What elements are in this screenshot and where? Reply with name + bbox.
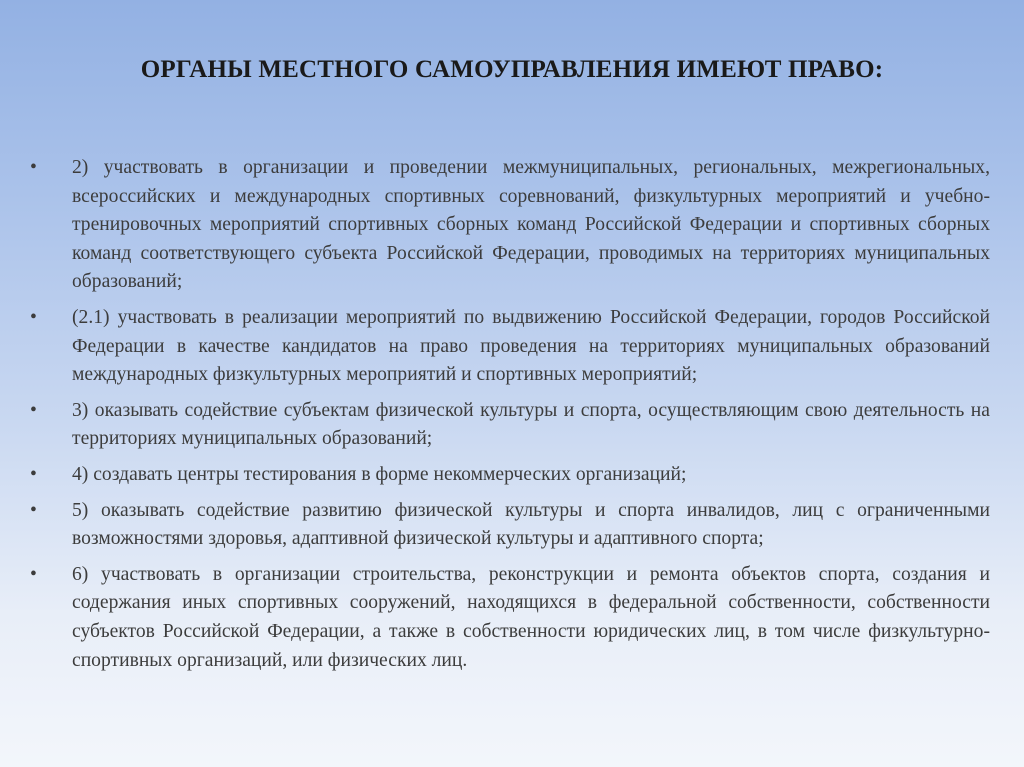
- slide-title: ОРГАНЫ МЕСТНОГО САМОУПРАВЛЕНИЯ ИМЕЮТ ПРАВО:: [140, 56, 884, 83]
- list-item-text: (2.1) участвовать в реализации мероприятий по выдвижению Российской Федерации, городов Российской Федерации в качестве кандидатов на право проведения на территориях муниципальных образований международных физкультурных мероприятий и спортивных мероприятий;: [72, 306, 990, 386]
- list-item: [30, 304, 990, 390]
- list-item: [30, 397, 990, 454]
- list-item-text: 4) создавать центры тестирования в форме некоммерческих организаций;: [72, 463, 687, 485]
- list-item: [30, 497, 990, 554]
- list-item-text: 3) оказывать содействие субъектам физической культуры и спорта, осуществляющим свою деятельность на территориях муниципальных образований;: [72, 399, 990, 450]
- bullet-icon: •: [30, 463, 37, 485]
- bullet-icon: •: [30, 399, 37, 421]
- bullet-icon: •: [30, 499, 37, 521]
- bullet-list: [30, 154, 990, 682]
- list-item: [30, 154, 990, 297]
- list-item-text: 6) участвовать в организации строительства, реконструкции и ремонта объектов спорта, создания и содержания иных спортивных сооружений, находящихся в федеральной собственности, собственности субъектов Российской Федерации, а также в собственности юридических лиц, в том числе физкультурно-спортивных организаций, или физических лиц.: [72, 563, 990, 671]
- list-item: [30, 461, 990, 490]
- bullet-icon: •: [30, 157, 37, 178]
- list-item: [30, 561, 990, 675]
- list-item-text: 2) участвовать в организации и проведении межмуниципальных, региональных, межрегиональных, всероссийских и международных спортивных соревнований, физкультурных мероприятий и учебно-тренировочных мероприятий спортивных сборных команд Российской Федерации и спортивных сборных команд соответствующего субъекта Российской Федерации, проводимых на территориях муниципальных образований;: [72, 157, 990, 293]
- list-item-text: 5) оказывать содействие развитию физической культуры и спорта инвалидов, лиц с ограниченными возможностями здоровья, адаптивной физической культуры и адаптивного спорта;: [72, 499, 990, 550]
- bullet-icon: •: [30, 563, 37, 585]
- bullet-icon: •: [30, 306, 37, 328]
